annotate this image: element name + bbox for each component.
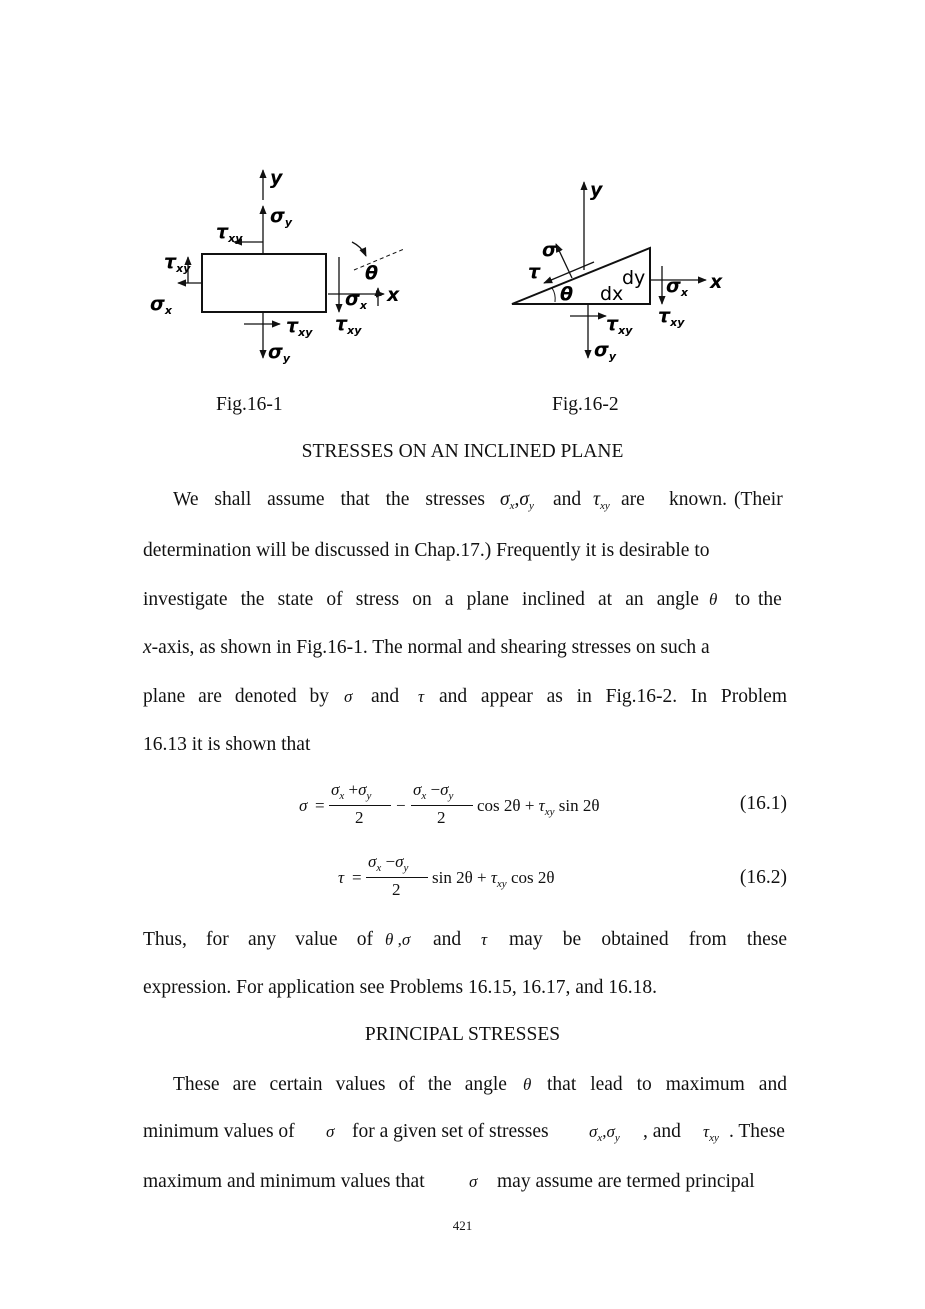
p1-line4: x-axis, as shown in Fig.16-1. The normal and shearing stresses on such a [143,637,710,658]
fig1-sigma-y-bottom: $\sigma_y$ [268,341,290,365]
fig1-sigma-x-left: $\sigma_x$ [150,293,172,317]
fig1-tau-xy-bottom: $\tau_{xy}$ [286,315,313,339]
equation-number-16-1: (16.1) [739,793,787,814]
fig1-tau-xy-top: $\tau_{xy}$ [216,221,243,245]
fig-16-1-caption: Fig.16-1 [216,394,283,415]
sigma-x-sigma-y-symbol: $\sigma_x,\sigma_y$ [500,489,534,512]
fig2-sigma-y: $\sigma_y$ [594,339,616,363]
fig2-dy: dy [622,267,646,289]
equation-16-1: σ = $\sigma_x +\sigma_y$ 2 − $\sigma_x -\sigma_y$ 2 $\cos 2\theta + \tau_{xy}$ sin 2θ [299,780,600,827]
p3-line3: maximum and minimum values that σ may assume are termed principal [143,1171,755,1192]
fig2-theta: θ [560,283,574,305]
section-heading-inclined-plane: STRESSES ON AN INCLINED PLANE [301,441,624,462]
fig2-dx: dx [600,283,624,305]
p1-line2: determination will be discussed in Chap.17.) Frequently it is desirable to [143,540,710,561]
fig1-y-label: y [270,167,283,189]
fig2-x-label: x [710,271,723,293]
p3-line1: These are certain values of the angle θ that lead to maximum and [173,1074,787,1095]
p1-line3: investigate the state of stress on a plane inclined at an angle θ to the [143,587,787,613]
fig2-tau-xy-bottom: $\tau_{xy}$ [606,313,633,337]
fig2-tau: τ [528,261,541,283]
fig1-sigma-x-right: $\sigma_x$ [345,288,367,312]
p1-line1: We shall assume that the stresses $\sigma_x,\sigma_y$ and $\tau_{xy}$ are known. (Their [173,487,787,513]
equation-16-2: τ = $\sigma_x -\sigma_y$ 2 $\sin 2\theta + \tau_{xy}$ cos 2θ [338,852,555,899]
fig2-tau-xy-right: $\tau_{xy}$ [658,305,685,329]
fig1-x-label: x [387,284,400,306]
stress-element-rect [202,254,326,312]
p1-line6: 16.13 it is shown that [143,734,311,755]
tau-xy-symbol: $\tau_{xy}$ [593,489,610,512]
section-heading-principal-stresses: PRINCIPAL STRESSES [364,1024,561,1045]
figure-16-2 [500,170,740,370]
theta-symbol: θ [709,590,718,609]
inclined-plane-dashed [354,249,404,270]
fig1-tau-xy-right: $\tau_{xy}$ [335,313,362,337]
equation-number-16-2: (16.2) [739,867,787,888]
p2-line1: Thus, for any value of θ ,σ and τ may be obtained from these [143,929,787,950]
fig1-sigma-y-top: $\sigma_y$ [270,205,292,229]
p2-line2: expression. For application see Problems 16.15, 16.17, and 16.18. [143,977,657,998]
fig2-sigma: σ [542,239,557,261]
fig2-sigma-x: $\sigma_x$ [666,275,688,299]
figure-16-1 [140,160,420,370]
fig1-theta: θ [365,262,379,284]
page-number: 421 [452,1218,473,1233]
fig2-y-label: y [590,179,603,201]
p1-line5: plane are denoted by σ and τ and appear as in Fig.16-2. In Problem [143,686,787,707]
p3-line2: minimum values of σ for a given set of stresses $\sigma_x,\sigma_y$ , and $\tau_{xy}$ . These [143,1121,785,1144]
fig-16-2-caption: Fig.16-2 [552,394,619,415]
fig1-tau-xy-left: $\tau_{xy}$ [164,251,191,275]
